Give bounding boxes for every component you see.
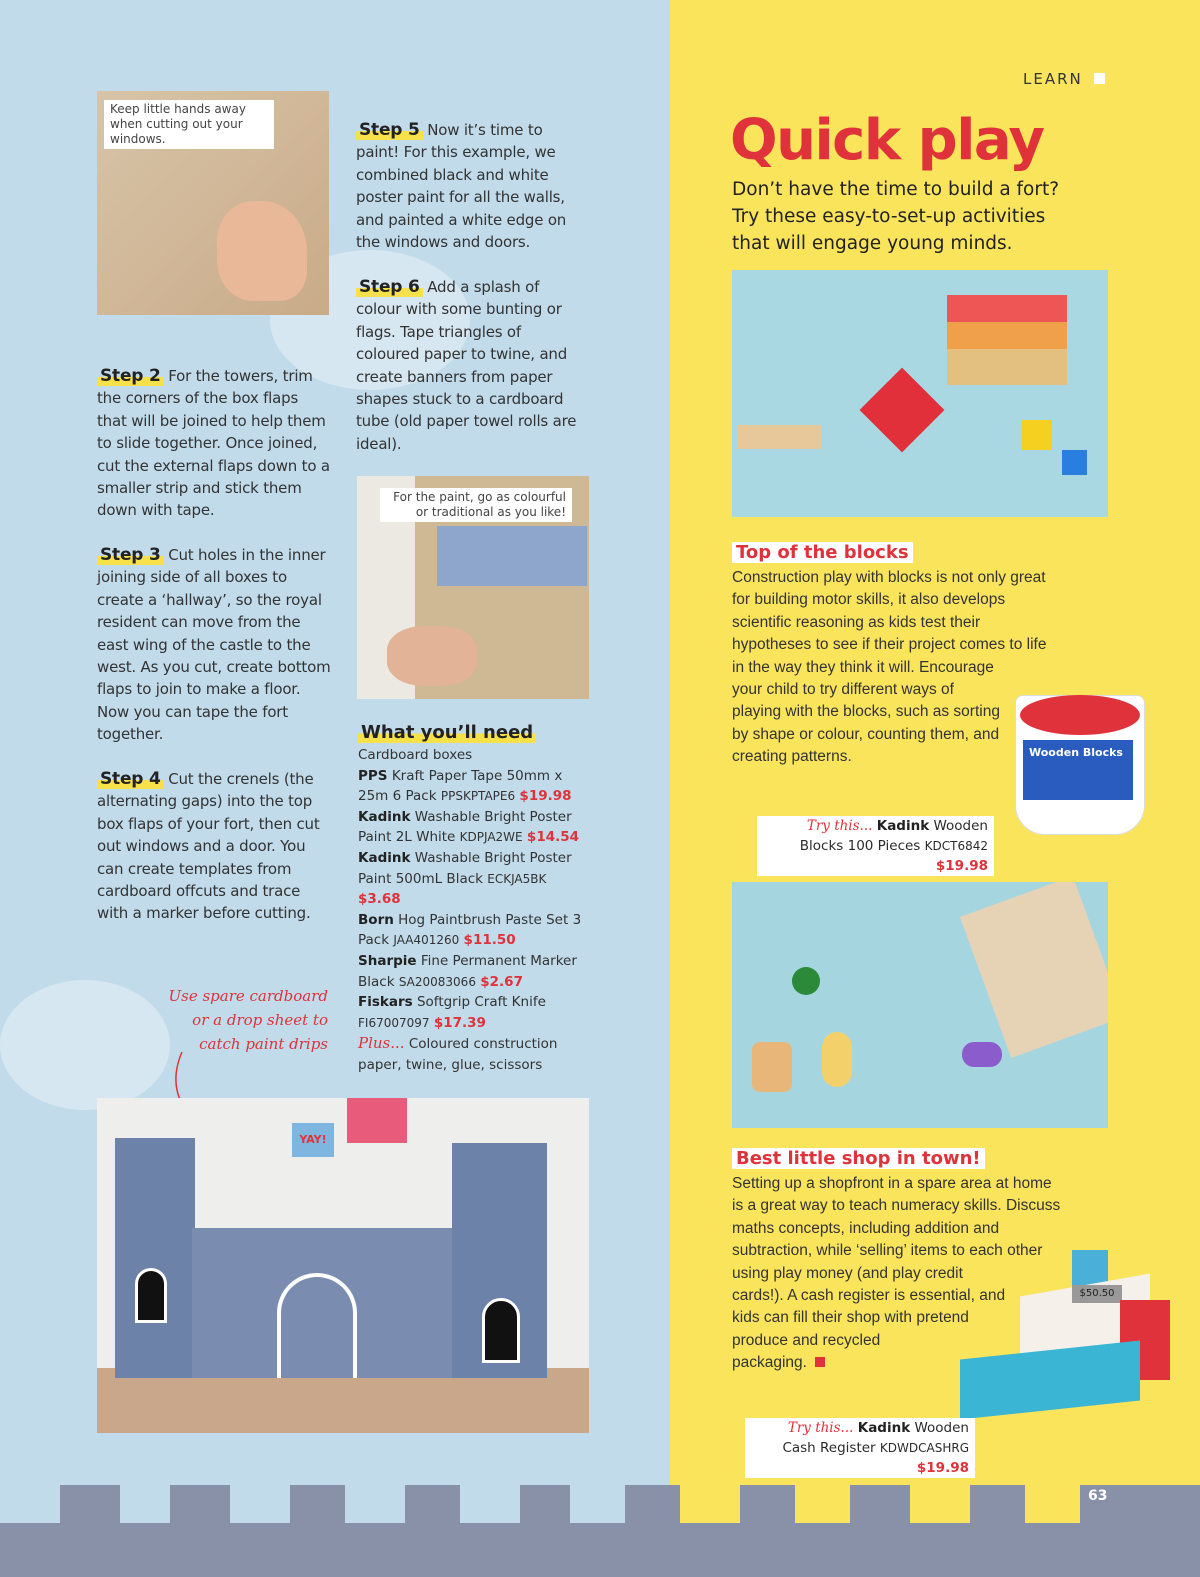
step-text: Now it’s time to paint! For this example, we combined black and white poster paint for all the walls, and painted a white edge on the windows and doors. — [356, 121, 567, 252]
step-2 — [97, 365, 332, 522]
need-item — [358, 992, 593, 1033]
item-code: SA20083066 — [398, 974, 476, 989]
try-this-register: Try this... Kadink Wooden Cash Register KDWDCASHRG $19.98 — [745, 1418, 975, 1478]
need-title: What you’ll need — [358, 722, 536, 743]
item-code: FI67007097 — [358, 1015, 430, 1030]
item-price: $19.98 — [519, 788, 572, 805]
bucket-label: Wooden Blocks — [1023, 740, 1133, 800]
item-desc: Softgrip Craft Knife — [416, 994, 546, 1011]
item-code: ECKJA5BK — [487, 871, 547, 886]
blocks-text-content: Construction play with blocks is not only great for building motor skills, it also develops scientific reasoning as kids test their hypotheses to see if their project comes to life in the way they think it will. Encourage your child to try different ways of playing with the blocks, such as sorting by shape or colour, counting them, and creating patterns. — [732, 569, 1047, 766]
wall-art: YAY! — [292, 1123, 334, 1157]
crenel — [120, 1483, 170, 1523]
paint-tip: Use spare cardboard or a drop sheet to catch paint drips — [168, 987, 328, 1053]
step-6 — [356, 276, 586, 455]
product-cash-register — [960, 1250, 1185, 1430]
step-label: Step 5 — [356, 120, 423, 140]
crenel — [230, 1483, 290, 1523]
item-desc: Hog Paintbrush Paste Set 3 Pack — [358, 911, 582, 949]
end-mark-icon — [815, 1357, 825, 1367]
step-label: Step 3 — [97, 545, 164, 565]
item-desc: Kraft Paper Tape 50mm x 25m 6 Pack — [358, 767, 563, 805]
photo-castle — [97, 1098, 589, 1433]
section-heading: Top of the blocks — [732, 542, 913, 563]
step-label: Step 4 — [97, 769, 164, 789]
item-brand: Born — [358, 911, 394, 928]
need-item — [358, 910, 593, 951]
what-youll-need — [358, 722, 593, 1076]
item-code: JAA401260 — [393, 933, 460, 948]
step-text: Add a splash of colour with some bunting or flags. Tape triangles of coloured paper to twine, and create banners from paper shapes stuck to a cardboard tube (old paper towel rolls are ideal). — [356, 278, 577, 453]
photo-caption: Keep little hands away when cutting out your windows. — [104, 100, 274, 149]
crenel — [460, 1483, 520, 1523]
intro: Don’t have the time to build a fort? Try these easy-to-set-up activities that will engage young minds. — [732, 179, 1060, 254]
blocks-section — [732, 542, 913, 563]
item-price: $11.50 — [463, 932, 516, 949]
photo-caption: For the paint, go as colourful or traditional as you like! — [380, 488, 572, 522]
step-3 — [97, 544, 332, 746]
step-label: Step 6 — [356, 277, 423, 297]
need-item — [358, 766, 593, 807]
item-brand: Kadink — [358, 808, 411, 825]
product-wooden-blocks — [1015, 665, 1145, 835]
step-label: Step 2 — [97, 366, 164, 386]
need-item — [358, 848, 593, 910]
photo-blocks — [732, 270, 1108, 517]
item-price: $17.39 — [433, 1014, 486, 1031]
need-item — [358, 807, 593, 848]
item-brand: Sharpie — [358, 952, 417, 969]
step-text: Cut the crenels (the alternating gaps) into the top box flaps of your fort, then cut out windows and a door. You can create templates from cardboard offcuts and trace with a marker before cutting. — [97, 770, 320, 923]
try-this-blocks: Try this... Kadink Wooden Blocks 100 Pieces KDCT6842 $19.98 — [757, 816, 994, 876]
photo-shop — [732, 882, 1108, 1128]
cloud — [0, 980, 170, 1110]
step-4 — [97, 768, 332, 925]
item-code: PPSKPTAPE6 — [440, 789, 516, 804]
item-code: KDPJA2WE — [459, 830, 523, 845]
need-plus: Plus... Coloured construction paper, twine, glue, scissors — [358, 1034, 558, 1073]
item-price: $2.67 — [480, 973, 523, 990]
square-icon — [1094, 73, 1105, 84]
crenel — [570, 1483, 625, 1523]
item-price: $14.54 — [526, 829, 580, 846]
item-price: $3.68 — [358, 891, 401, 908]
page-title: Quick play — [730, 108, 1044, 173]
crenel — [795, 1483, 850, 1523]
item-desc: Washable Bright Poster Paint 500mL Black — [358, 849, 572, 887]
section-label: LEARN — [1023, 70, 1105, 88]
need-item — [358, 951, 593, 992]
crenel — [680, 1483, 740, 1523]
section-heading: Best little shop in town! — [732, 1148, 985, 1169]
crenel — [910, 1483, 970, 1523]
crenel — [345, 1483, 405, 1523]
shop-section — [732, 1148, 985, 1169]
need-item: Cardboard boxes — [358, 747, 473, 763]
item-brand: Fiskars — [358, 994, 413, 1011]
item-desc: Washable Bright Poster Paint 2L White — [358, 808, 572, 846]
item-desc: Fine Permanent Marker Black — [358, 952, 577, 990]
step-text: Cut holes in the inner joining side of all boxes to create a ‘hallway’, so the royal resident can move from the east wing of the castle to the west. As you cut, create bottom flaps to join to make a floor. Now you can tape the fort together. — [97, 546, 331, 744]
page-number: 63 — [1088, 1488, 1108, 1504]
register-display: $50.50 — [1072, 1285, 1122, 1303]
step-5 — [356, 119, 586, 253]
item-brand: PPS — [358, 767, 388, 784]
item-brand: Kadink — [358, 849, 411, 866]
shop-text: Setting up a shopfront in a spare area at home is a great way to teach numeracy skills. Discuss maths concepts, including addition and subtraction, while ‘selling’ items to each other using play money (and play credit cards!). A cash register is essential, and kids can fill their shop with pretend produce and recycled packaging. — [732, 1173, 1062, 1552]
crenel — [0, 1483, 60, 1523]
crenel — [1025, 1483, 1080, 1523]
step-text: For the towers, trim the corners of the box flaps that will be joined to help them to slide together. Once joined, cut the external flaps down to a smaller strip and stick them down with tape. — [97, 367, 330, 520]
